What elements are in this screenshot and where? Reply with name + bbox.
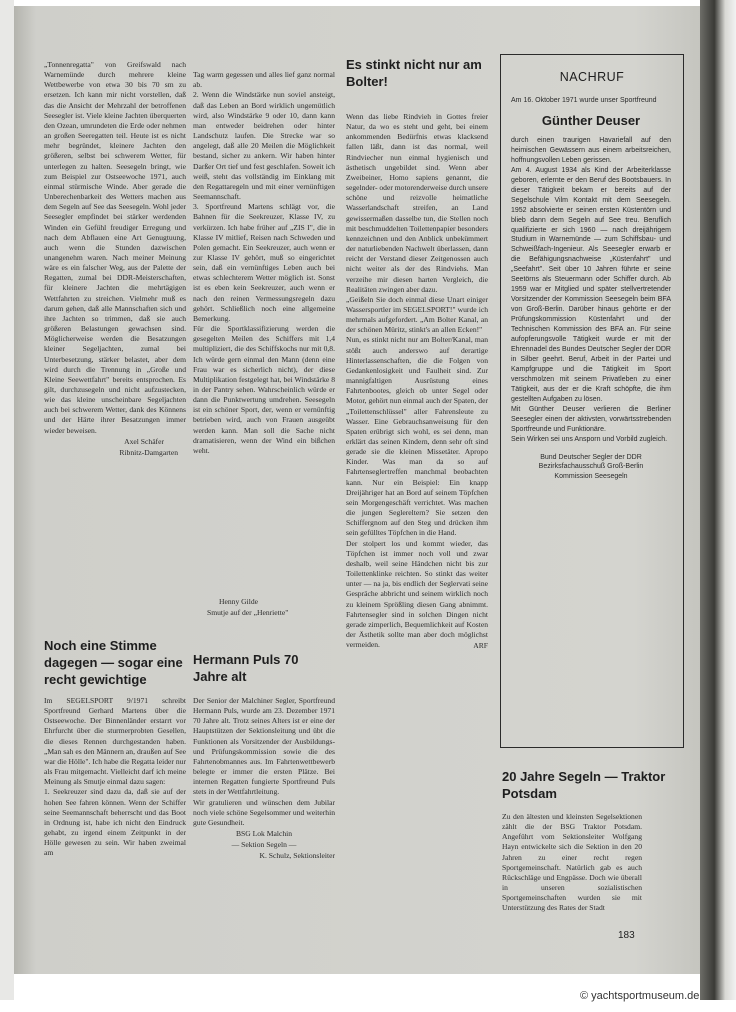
letter-column-1 <box>44 60 186 459</box>
nachruf-sign-commission: Kommission Seesegeln <box>554 473 628 481</box>
letter-column-2 <box>193 60 335 467</box>
article-body-traktor: Zu den ältesten und kleinsten Segelsektionen zählt die der BSG Traktor Potsdam. Angeführt vom Sektionsleiter Wolfgang Hayn entwickelte sich die Sektion in den 20 Jahren zu einer recht regen Sportgemeinschaft. Natürlich gab es auch Rückschläge und Engpässe. Doch wie überall in unseren sozialistischen Sportgemeinschaften wurden sie mit Unterstützung des Rates der Stadt <box>502 812 642 913</box>
article-title-bolter: Es stinkt nicht nur am Bolter! <box>346 57 482 89</box>
letter-body: „Tonnenregatta" von Greifswald nach Warnemünde durch mehrere kleine Wettbewerbe von etwa 30 bis 70 sm zu ersetzen. Ich kann mir nicht vorstellen, daß das die Ansicht der Mehrzahl der betroffenen Seesegler ist. Viele kleine Jachten überquerten den Ozean, umrundeten die Erde oder nehmen an großen Seeregatten teil. Heute ist es nicht mehr begründet, kleinere Jachten den größeren, selbst bei schwerem Wetter, für unterlegen zu halten. Seesegeln bringt, wie zum Beispiel zur Ostseewoche 1971, auch einmal stürmische Winde. Aber gerade die Unberechenbarkeit des Wetters machen aus dem Segeln auf See das Seesegeln. Wohl jeder Seesegler empfindet bei stärker werdenden Winden ein Gefühl freudiger Erregung und nach dem Abflauen eine Art Genugtuung, auch wenn die Stunden dazwischen unangenehm waren. Nach meiner Meinung wäre es ein falscher Weg, aus der Palette der Regatten, zumal bei DDR-Meisterschaften, für kleinere Jachten die mehrtägigen Wettfahrten zu streichen. Vielmehr muß es darum gehen, daß alle Mannschaften sich und ihre Jachten so trimmen, daß sie auch größeren Belastungen gewachsen sind. Möglicherweise werden die Besatzungen kleiner Segeljachten, zumal bei Unterbesetzung, stärker belastet, aber dem wird durch die Trennung in „Große und Kleine Seewettfahrt" bereits entsprochen. Es gilt, durchzusegeln und nicht aufzustecken, wie das kleine unscheinbare Segeljachten auch bei schwerem Wetter, dank des Könnens und der Härte ihrer Besatzungen immer wieder beweisen. <box>44 60 186 435</box>
article-puls-sign-club: BSG Lok Malchin <box>235 829 293 839</box>
nachruf-name: Günther Deuser <box>541 112 641 128</box>
article-title-stimme: Noch eine Stimme dagegen — sogar eine recht gewichtige <box>44 638 183 687</box>
article-puls-sign-section: — Sektion Segeln — <box>231 840 297 850</box>
nachruf-intro: Am 16. Oktober 1971 wurde unser Sportfreund <box>511 97 657 104</box>
nachruf-sign-bfa: Bezirksfachausschuß Groß-Berlin <box>538 463 644 471</box>
letter-author: Axel Schäfer <box>124 436 164 446</box>
watermark: © yachtsportmuseum.de <box>580 990 700 1002</box>
article-body-puls: Der Senior der Malchiner Segler, Sportfreund Hermann Puls, wurde am 23. Dezember 1971 70 Jahre alt. Trotz seines Alters ist er eine der Hauptstützen der Sektionsleitung und übt die Funktionen als Vorsitzender der Ausbildungs- und Prüfungskommission sowie die des Fahrtenobmannes aus. Im Fahrtenwettbewerb belegte er immer die ersten Plätze. Bei internen Regatten fungierte Sportfreund Puls stets in der Wettfahrtleitung. Wir gratulieren und wünschen dem Jubilar noch viele schöne Segelsommer und weiterhin gute Gesundheit. <box>193 696 335 827</box>
article-title-puls: Hermann Puls 70 Jahre alt <box>193 652 299 684</box>
article-title-traktor: 20 Jahre Segeln — Traktor Potsdam <box>502 769 666 801</box>
page-left-margin <box>0 0 14 1000</box>
nachruf-body: durch einen traurigen Havariefall auf den heimischen Gewässern aus einem arbeitsreichen, hoffnungsvollen Leben gerissen. Am 4. August 1934 als Kind der Arbeiterklasse geboren, erlernte er den Beruf des Bootsbauers. In dieser Tätigkeit bekam er bereits auf der Segelschule Vilm Kontakt mit dem Seesegeln. 1952 absolvierte er seinen ersten Küstentörn und blieb dann dem Segeln auf See treu. Beruflich qualifizierte er sich 1960 — nach dreijährigem Studium in Warnemünde — zum Schiffsbau- und Schweißfach-Ingenieur. Als Seesegler erwarb er die Befähigungsnachweise „Küstenfahrt" und „Seefahrt". Seit über 10 Jahren führte er seine Seetörns als Steuermann oder Schiffer durch. Ab 1959 war er Mitglied und später stellvertretender Vorsitzender der Kommission Seesegeln beim BFA von Groß-Berlin. Darüber hinaus gehörte er der Prüfungskommission Küstenfahrt und der Technischen Kommission des BFA an. Für seine aufopferungsvolle Tätigkeit wurde er mit der Ehrennadel des Bundes Deutscher Segler der DDR in Silber geehrt. Beruf, Arbeit in der Partei und Kampfgruppe und die Tätigkeit im Sport verschmolzen mit seinem Privatleben zu einer Tätigkeit, aus der er die Kraft schöpfte, die ihm gestellten Aufgaben zu lösen. Mit Günther Deuser verlieren die Berliner Seesegler einen der aktivsten, vorwärtsstrebenden Sportfreunde und Funktionäre. Sein Wirken sei uns Ansporn und Vorbild zugleich. <box>511 136 671 443</box>
article-body-bolter: Wenn das liebe Rindvieh in Gottes freier Natur, da wo es steht und geht, bei einem ankommenden Bedürfnis etwas klacksend fallen läßt, dann ist das normal, weil Rindviecher nun einmal hygienisch und ästhetisch ungebildet sind. Wenn aber Zweibeiner, Homo sapiens genannt, die segelnder- oder motorenderweise durch unsere schöne und reizvolle heimatliche Wasserlandschaft streifen, an Land gewissermaßen dasselbe tun, die Stellen noch mit beschmuddelten Toilettenpapier besonders kennzeichnen und den Anblick unbekümmert der naturliebenden Nachwelt überlassen, dann reicht der Verstand dieser Zeitgenossen auch nicht weiter als der des Rindviehs. Man verzeihe mir diesen harten Vergleich, die Realitäten zwingen aber dazu. „Geißeln Sie doch einmal diese Unart einiger Wassersportler im SEGELSPORT!" wurde ich mehrmals aufgefordert. „Am Bolter Kanal, an der schönen Müritz, stinkt's an allen Ecken!" Nun, es stinkt nicht nur am Bolter/Kanal, man stößt auch anderswo auf derartige Hinterlassenschaften, die die Folgen von Gedankenlosigkeit und Faulheit sind. Zur mannigfaltigen Ausrüstung eines Fahrtenbootes, gleich ob unter Segel oder Motor, gehört nun einmal auch der Spaten, der „Toilettenschlüssel" aller Fahrensleute zu Wasser. Eine Gebrauchsanweisung für den Spaten erübrigt sich wohl, es sei denn, man erklärt das seinen Kindern, denn sehr oft sind gerade sie die kleinen Missetäter. Apropo Kinder. Was man da so auf Fahrtenseglertreffen manchmal beobachten kann. Nur ein Beispiel: Ein knapp Dreijähriger hat an Bord auf seinem Töpfchen sein Morgengeschäft verrichtet. Was machen die jungen Seglereltern? Sie setzen den Schiffergnom auf den Steg und drücken ihm sein gefülltes Töpfchen in die Hand. Der stolpert los und kommt wieder, das Töpfchen ist immer noch voll und zwar deshalb, weil seine Händchen nicht bis zur Toilettenklinke reichten. So stinkt das weiter unter — na ja, bis endlich der Seglervati seine Gespräche abbricht und seinem wirklich noch zu kleinem Sprößling diesen Gang abnimmt. Fahrtensegler sind in solchen Dingen nicht gerade zimperlich, Bequemlichkeit auf Kosten der Ästhetik sollte man aber doch möglichst vermeiden. <box>346 112 488 650</box>
letter-2-signature <box>193 597 335 619</box>
nachruf-sign-org: Bund Deutscher Segler der DDR <box>540 453 642 461</box>
article-bolter-sign: ARF <box>473 641 488 651</box>
letter-body-2: Tag warm gegessen und alles lief ganz normal ab. 2. Wenn die Windstärke nun soviel ansteigt, daß das Leben an Bord wirklich ungemütlich wird, also Windstärke 9 oder 10, dann kann man entweder beidrehen oder hinter Landschutz laufen. Die Strecke war so angelegt, daß alle 20 Meilen die Möglichkeit bestand, sicher zu ankern. Wir haben hinter Darßer Ort tief und fest geschlafen. Soweit ich weiß, steht das vollständig im Einklang mit den Regattaregeln und mit einer vernünftigen Seemannschaft. 3. Sportfreund Martens schlägt vor, die Bahnen für die Seekreuzer, Klasse IV, zu verkürzen. Ich habe früher auf „ZIS I", die in Klasse IV mitlief, Reisen nach Schweden und Polen gemacht. Ein Seekreuzer, auch wenn er zur Klasse IV gehört, muß so eingerichtet sein, daß ein vernünftiges Leben auch bei etwas schlechterem Wetter möglich ist. Sonst ist es eben kein Seekreuzer, auch wenn er nach den reinen Vermessungsregeln dazu gehört. Schließlich noch eine allgemeine Bemerkung. Für die Sportklassifizierung werden die gesegelten Meilen des Schiffers mit 1,4 multipliziert, die des Schiffskochs nur mit 0,8. Ich würde gern einmal den Mann (denn eine Frau war es sicherlich nicht), der diese Multiplikation festgelegt hat, bei Windstärke 8 in der Pantry sehen. Wahrscheinlich würde er dann die Punktwertung umdrehen. Seesegeln ist ein schöner Sport, der, wenn er vernünftig betrieben wird, auch von Frauen ausgeübt werden kann. Man soll die Sache nicht dramatisieren, wenn der Wind ein bißchen weht. <box>193 70 335 455</box>
letter-2-author: Henny Gilde <box>219 597 259 606</box>
article-bolter <box>346 112 488 652</box>
book-binding <box>700 0 736 1000</box>
nachruf-content <box>503 96 679 482</box>
letter-place: Ribnitz-Damgarten <box>119 447 178 457</box>
letter-2-author-role: Smutje auf der „Henriette" <box>207 608 289 618</box>
article-puls <box>193 696 335 863</box>
article-puls-sign-name: K. Schulz, Sektionsleiter <box>259 851 335 861</box>
nachruf-title: NACHRUF <box>559 70 625 84</box>
page-number: 183 <box>618 930 635 941</box>
article-body-stimme: Im SEGELSPORT 9/1971 schreibt Sportfreund Gerhard Martens über die Ostseewoche. Der Binnenländer erstarrt vor Ehrfurcht über die sturmerprobten Gesellen, die dieses Rennen durchgestanden haben. „Man sah es den Männern an, draußen auf See war die Hölle". Ich habe die Regatta leider nur als Frau mitgemacht. Vielleicht darf ich meine Meinung als Smutje einmal dazu sagen: 1. Seekreuzer sind dazu da, daß sie auf der hohen See fahren können. Wenn der Schiffer seine Seemannschaft beherrscht und das Boot in Ordnung ist, habe ich nicht den Eindruck gehabt, zu irgend einem Zeitpunkt in der Hölle gewesen zu sein. Wir haben zweimal am <box>44 696 186 858</box>
